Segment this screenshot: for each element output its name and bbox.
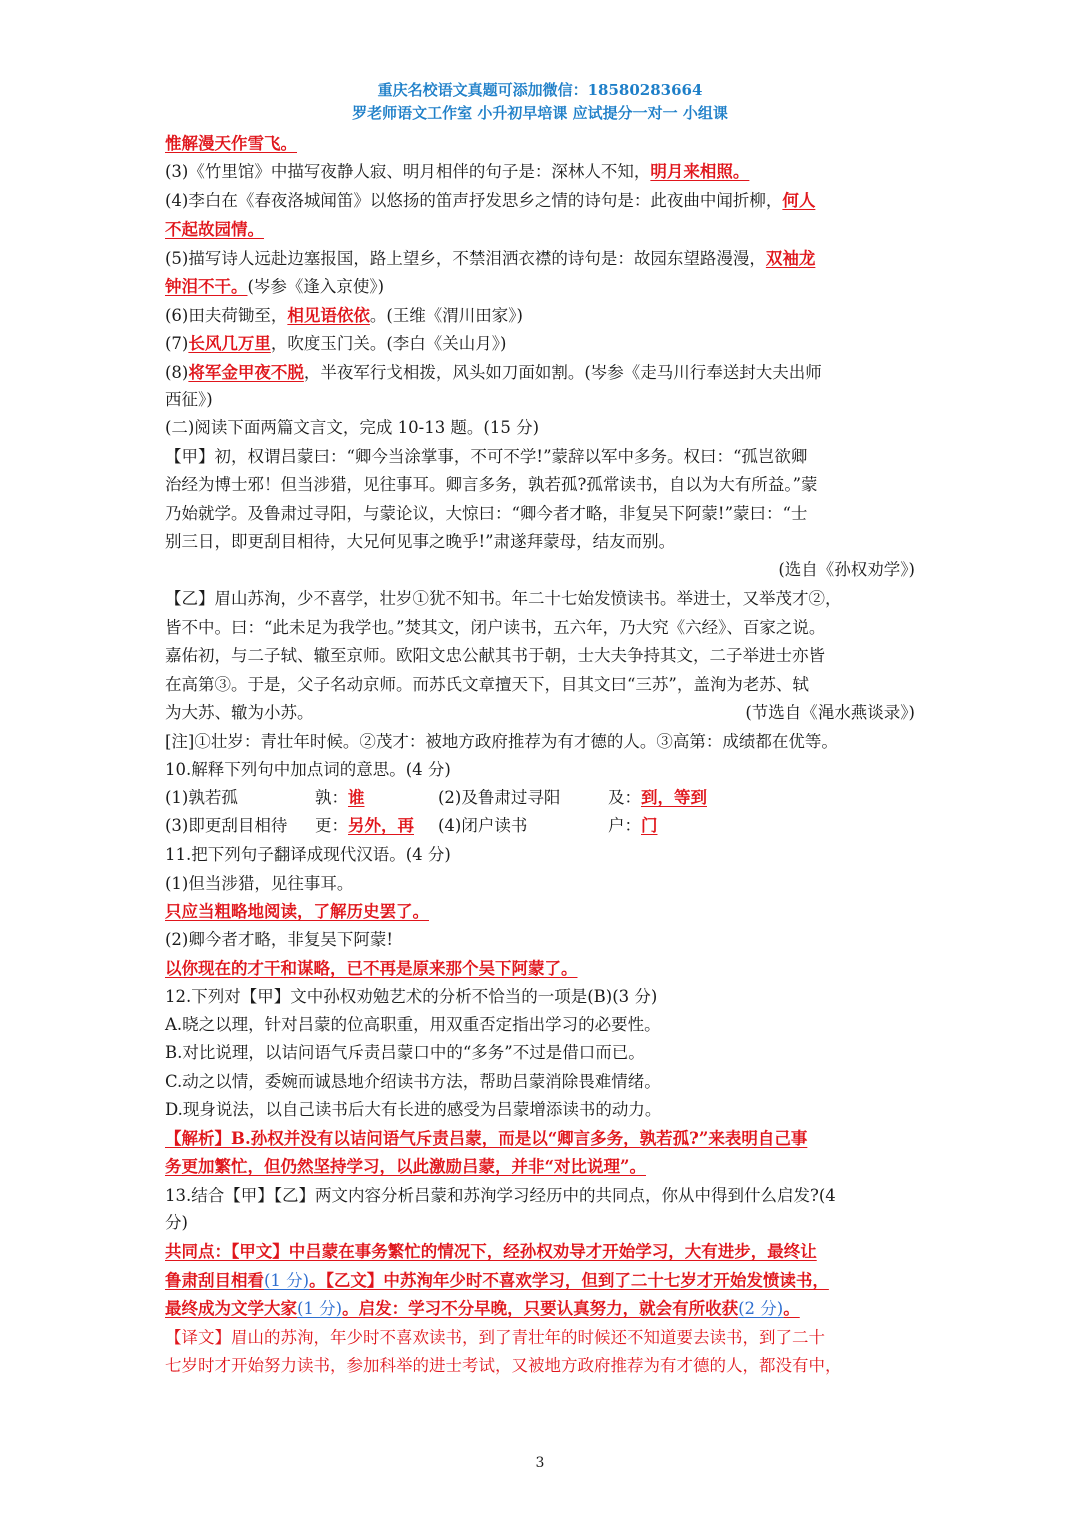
- q10-row-1: (1)孰若孤 孰：谁 (2)及鲁肃过寻阳 及：到，等到: [165, 788, 707, 807]
- q12-explanation-cont: 务更加繁忙，但仍然坚持学习，以此激励吕蒙，并非“对比说理”。: [165, 1157, 646, 1176]
- passage-jia-line: 乃始就学。及鲁肃过寻阳，与蒙论议，大惊曰：“卿今者才略，非复吴下阿蒙!”蒙曰：“士: [165, 504, 808, 523]
- passage-yi-line: 为大苏、辙为小苏。: [165, 703, 314, 722]
- passage-jia-line: 别三日，即更刮目相待，大兄何见事之晚乎!”肃遂拜蒙母，结友而别。: [165, 532, 676, 551]
- passage-jia-source: (选自《孙权劝学》): [778, 560, 915, 579]
- q13-answer-line-1: 共同点：【甲文】中吕蒙在事务繁忙的情况下，经孙权劝导才开始学习，大有进步，最终让: [165, 1242, 817, 1261]
- poem-q8: (8)将军金甲夜不脱，半夜军行戈相拨，风头如刀面如割。(岑参《走马川行奉送封大夫出师: [165, 363, 822, 382]
- q11-stem: 11.把下列句子翻译成现代汉语。(4 分): [165, 845, 451, 864]
- q11-answer-1: 只应当粗略地阅读，了解历史罢了。: [165, 902, 429, 921]
- q13-answer-line-2: 鲁肃刮目相看(1 分)。【乙文】中苏洵年少时不喜欢学习，但到了二十七岁才开始发愤读书，: [165, 1271, 829, 1290]
- poem-q7: (7)长风几万里，吹度玉门关。(李白《关山月》): [165, 334, 507, 353]
- header-line-2: 罗老师语文工作室 小升初早培课 应试提分一对一 小组课: [352, 104, 728, 122]
- q11-sentence-1: (1)但当涉猎，见往事耳。: [165, 874, 354, 893]
- passage-jia-line: 治经为博士邪！但当涉猎，见往事耳。卿言多务，孰若孤?孤常读书，自以为大有所益。”蒙: [165, 475, 818, 494]
- q11-sentence-2: (2)卿今者才略，非复吴下阿蒙!: [165, 930, 394, 949]
- poem-q8-cont: 西征》): [165, 390, 213, 409]
- poem-q4: (4)李白在《春夜洛城闻笛》以悠扬的笛声抒发思乡之情的诗句是：此夜曲中闻折柳，何人: [165, 191, 816, 210]
- translation-line-1: 【译文】眉山的苏洵，年少时不喜欢读书，到了青壮年的时候还不知道要去读书，到了二十: [165, 1328, 825, 1347]
- poem-q5-cont: 钟泪不干。(岑参《逢入京使》): [165, 277, 385, 296]
- q12-option-b: B.对比说理，以诘问语气斥责吕蒙口中的“多务”不过是借口而已。: [165, 1043, 645, 1062]
- translation-line-2: 七岁时才开始努力读书，参加科举的进士考试，又被地方政府推荐为有才德的人，都没有中，: [165, 1356, 842, 1375]
- passage-note: [注]①壮岁：青壮年时候。②茂才：被地方政府推荐为有才德的人。③高第：成绩都在优等。: [165, 732, 838, 751]
- passage-yi-line: 皆不中。曰：“此未足为我学也。”焚其文，闭户读书，五六年，乃大究《六经》、百家之说。: [165, 618, 826, 637]
- section2-intro: (二)阅读下面两篇文言文，完成 10-13 题。(15 分): [165, 418, 540, 437]
- poem-line-0: 惟解漫天作雪飞。: [165, 134, 297, 153]
- q10-stem: 10.解释下列句中加点词的意思。(4 分): [165, 760, 451, 779]
- q12-option-a: A.晓之以理，针对吕蒙的位高职重，用双重否定指出学习的必要性。: [165, 1015, 661, 1034]
- passage-yi-line: 在高第③。于是，父子名动京师。而苏氏文章擅天下，目其文曰“三苏”，盖洵为老苏、轼: [165, 675, 809, 694]
- q12-option-d: D.现身说法，以自己读书后大有长进的感受为吕蒙增添读书的动力。: [165, 1100, 662, 1119]
- page-number: 3: [535, 1455, 545, 1471]
- q13-stem: 13.结合【甲】【乙】两文内容分析吕蒙和苏洵学习经历中的共同点，你从中得到什么启发?(4: [165, 1186, 836, 1205]
- q10-row-2: (3)即更刮目相待 更：另外，再 (4)闭户读书 户：门: [165, 816, 658, 835]
- poem-q4-cont: 不起故园情。: [165, 220, 264, 239]
- q12-option-c: C.动之以情，委婉而诚恳地介绍读书方法，帮助吕蒙消除畏难情绪。: [165, 1072, 661, 1091]
- passage-yi-line: 【乙】眉山苏洵，少不喜学，壮岁①犹不知书。年二十七始发愤读书。举进士，又举茂才②，: [165, 589, 842, 608]
- q12-stem: 12.下列对【甲】文中孙权劝勉艺术的分析不恰当的一项是(B)(3 分): [165, 987, 658, 1006]
- poem-q3: (3)《竹里馆》中描写夜静人寂、明月相伴的句子是：深林人不知，明月来相照。: [165, 162, 750, 181]
- passage-yi-source: (节选自《渑水燕谈录》): [745, 703, 915, 722]
- header-line-1: 重庆名校语文真题可添加微信：18580283664: [377, 81, 703, 99]
- q13-stem-cont: 分): [165, 1213, 188, 1232]
- q11-answer-2: 以你现在的才干和谋略，已不再是原来那个吴下阿蒙了。: [165, 959, 578, 978]
- poem-q5: (5)描写诗人远赴边塞报国，路上望乡，不禁泪洒衣襟的诗句是：故园东望路漫漫，双袖龙: [165, 249, 816, 268]
- passage-yi-line: 嘉佑初，与二子轼、辙至京师。欧阳文忠公献其书于朝，士大夫争持其文，二子举进士亦皆: [165, 646, 825, 665]
- passage-jia-line: 【甲】初，权谓吕蒙曰：“卿今当涂掌事，不可不学!”蒙辞以军中多务。权曰：“孤岂欲卿: [165, 447, 808, 466]
- q12-explanation: 【解析】B.孙权并没有以诘问语气斥责吕蒙，而是以“卿言多务，孰若孤?”来表明自己事: [165, 1129, 808, 1148]
- poem-q6: (6)田夫荷锄至，相见语依依。(王维《渭川田家》): [165, 306, 523, 325]
- q13-answer-line-3: 最终成为文学大家(1 分)。启发：学习不分早晚，只要认真努力，就会有所收获(2 分)。: [165, 1299, 800, 1318]
